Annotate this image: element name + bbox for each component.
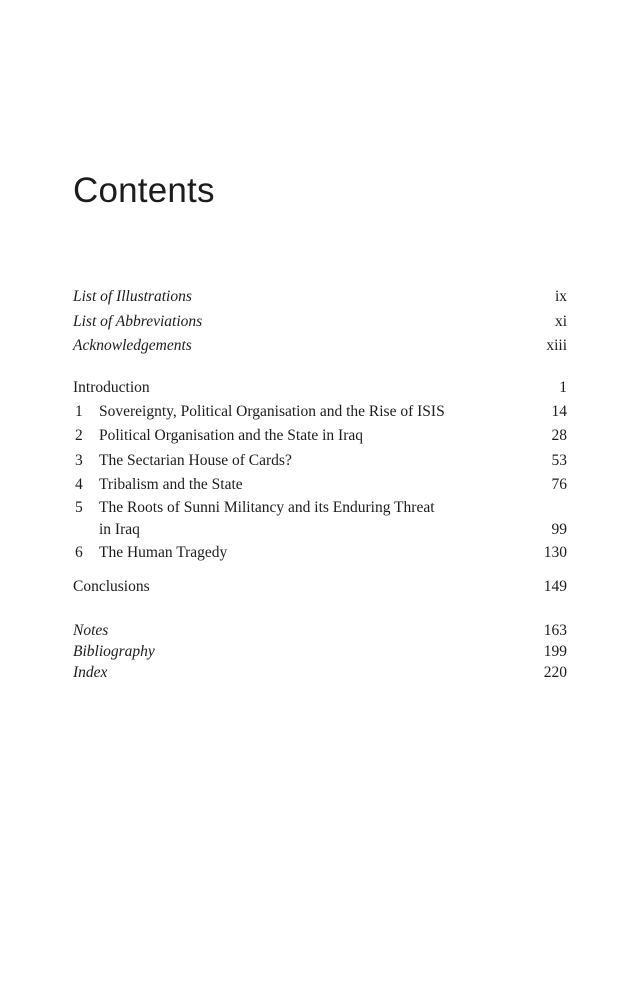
toc-entry-chapter-3[interactable]	[73, 449, 567, 473]
chapter-number: 6	[75, 543, 83, 561]
toc-entry-acknowledgements[interactable]	[73, 334, 567, 359]
toc-entry-page: 28	[551, 427, 567, 445]
toc-entry-page: 14	[551, 403, 567, 421]
chapter-number: 2	[75, 427, 83, 445]
chapter-number: 1	[75, 403, 83, 421]
toc-entry-bibliography[interactable]	[73, 641, 567, 662]
toc-entry-label: Tribalism and the State	[99, 475, 243, 493]
chapter-number: 5	[75, 498, 83, 516]
toc-entry-chapter-2[interactable]	[73, 424, 567, 448]
toc-entry-page: 220	[543, 664, 567, 681]
toc-entry-abbreviations[interactable]	[73, 310, 567, 335]
toc-entry-label-continued: in Iraq	[99, 520, 140, 538]
toc-entry-chapter-6[interactable]	[73, 541, 567, 565]
toc-entry-label: Acknowledgements	[73, 337, 192, 354]
toc-entry-page: 163	[543, 622, 567, 639]
toc-entry-chapter-4[interactable]	[73, 473, 567, 497]
toc-entry-chapter-5[interactable]	[73, 497, 567, 519]
toc-entry-page: 76	[551, 475, 567, 493]
toc-entry-notes[interactable]	[73, 620, 567, 641]
toc-entry-illustrations[interactable]	[73, 285, 567, 310]
toc-main-chapters	[73, 376, 567, 565]
toc-entry-label: Political Organisation and the State in Iraq	[99, 427, 364, 445]
chapter-number: 3	[75, 451, 83, 469]
toc-entry-chapter-1[interactable]	[73, 400, 567, 424]
toc-entry-label: Notes	[73, 622, 109, 639]
page-title: Contents	[73, 171, 215, 211]
toc-entry-page: 149	[543, 578, 567, 595]
toc-entry-label: Index	[73, 664, 108, 681]
toc-entry-conclusions[interactable]	[73, 577, 567, 597]
toc-entry-page: 53	[551, 451, 567, 469]
toc-entry-page: xi	[554, 312, 567, 330]
toc-front-matter	[73, 285, 567, 359]
toc-back-matter	[73, 620, 567, 683]
chapter-number: 4	[75, 475, 83, 493]
toc-conclusions	[73, 577, 567, 597]
toc-entry-page: ix	[554, 288, 567, 305]
toc-entry-page: 130	[543, 543, 567, 561]
toc-entry-chapter-5-continued[interactable]	[73, 519, 567, 541]
toc-entry-index[interactable]	[73, 662, 567, 683]
toc-entry-label: The Sectarian House of Cards?	[99, 451, 292, 469]
toc-entry-label: The Human Tragedy	[99, 543, 228, 561]
toc-entry-page: xiii	[546, 337, 567, 354]
toc-entry-introduction[interactable]	[73, 376, 567, 400]
toc-entry-page: 199	[543, 643, 567, 660]
toc-entry-label: The Roots of Sunni Militancy and its Enduring Threat	[99, 498, 435, 516]
toc-entry-label: List of Abbreviations	[73, 312, 203, 330]
toc-entry-label: List of Illustrations	[73, 288, 192, 305]
toc-entry-label: Introduction	[73, 379, 150, 396]
toc-entry-page: 99	[551, 520, 567, 538]
toc-entry-label: Sovereignty, Political Organisation and the Rise of ISIS	[99, 403, 445, 421]
toc-entry-label: Bibliography	[73, 643, 155, 660]
toc-entry-label: Conclusions	[73, 578, 150, 595]
toc-entry-page: 1	[559, 379, 567, 396]
